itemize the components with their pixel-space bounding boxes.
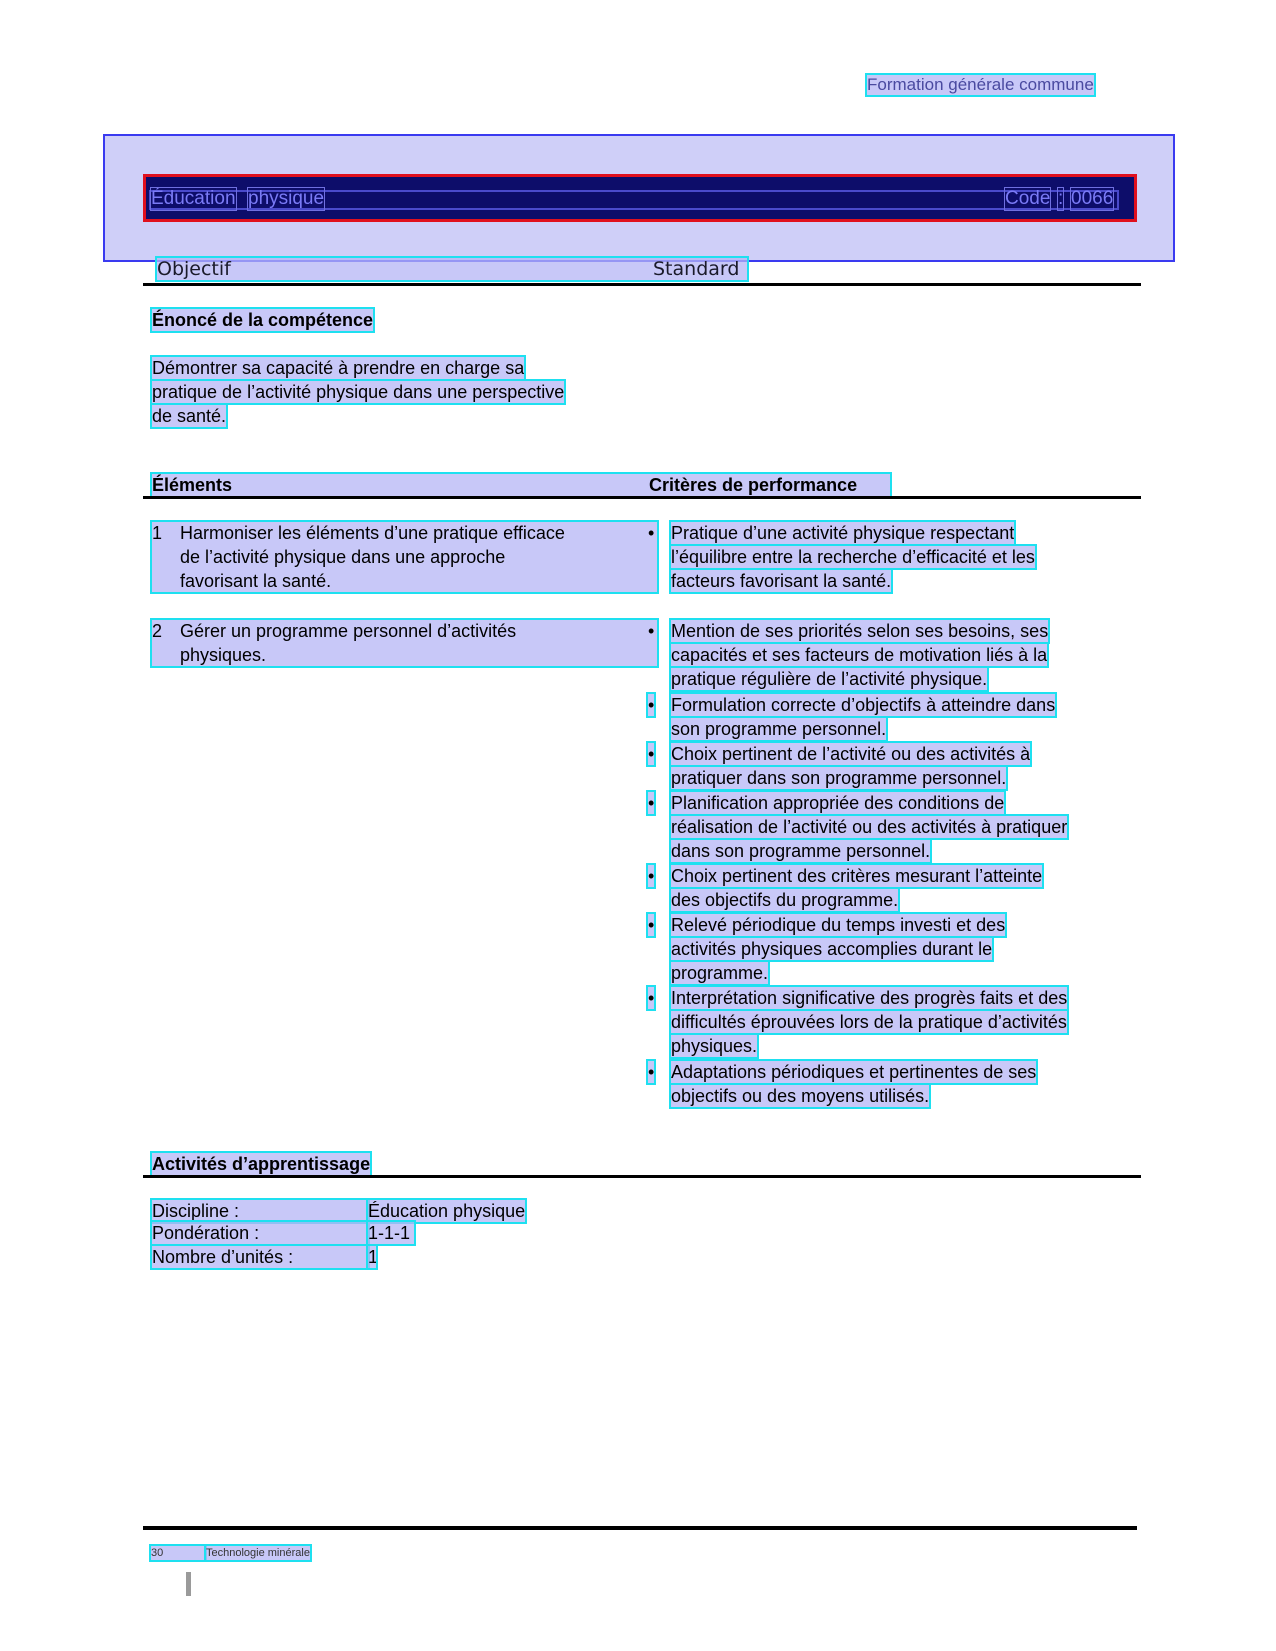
criterion-bullet: • [648,988,655,1008]
criterion-bullet: • [648,915,655,935]
competence-line: de santé. [152,406,227,426]
elements-column-header: Éléments [152,475,233,495]
weighting-value: 1-1-1 [368,1222,414,1244]
section-rule [143,496,1141,499]
competence-line: pratique de l’activité physique dans une perspective [152,382,565,402]
criterion-text: dans son programme personnel. [671,841,931,861]
learning-heading: Activités d’apprentissage [152,1154,371,1174]
criterion-text: programme. [671,963,769,983]
competence-heading: Énoncé de la compétence [152,310,374,330]
competence-line: Démontrer sa capacité à prendre en charge sa [152,358,525,378]
section-rule [143,1175,1141,1178]
criterion-text: pratique régulière de l’activité physique. [671,669,988,689]
criterion-text: physiques. [671,1036,758,1056]
criterion-text: activités physiques accomplies durant le [671,939,993,959]
criterion-text: réalisation de l’activité ou des activités à pratiquer [671,817,1068,837]
discipline-value: Éducation physique [368,1201,526,1221]
criterion-bullet: • [648,695,655,715]
criterion-text: capacités et ses facteurs de motivation liés à la [671,645,1048,665]
running-header: Formation générale commune [867,75,1094,94]
element-text: Harmoniser les éléments d’une pratique efficace [180,523,565,543]
criterion-bullet: • [648,621,655,641]
criterion-text: facteurs favorisant la santé. [671,571,892,591]
element-text: favorisant la santé. [180,571,332,591]
element-text: de l’activité physique dans une approche [180,547,506,567]
criterion-text: Adaptations périodiques et pertinentes de ses [671,1062,1037,1082]
units-label: Nombre d’unités : [152,1246,368,1268]
page-number: 30 [151,1546,205,1560]
margin-marker [186,1572,191,1596]
units-value: 1 [368,1247,379,1267]
objectif-label: Objectif [157,258,231,280]
criterion-text: des objectifs du programme. [671,890,899,910]
criterion-bullet: • [648,1062,655,1082]
element-number: 2 [152,621,163,641]
element-text: physiques. [180,645,267,665]
criterion-text: Mention de ses priorités selon ses besoins, ses [671,621,1049,641]
criterion-text: Choix pertinent de l’activité ou des activités à [671,744,1031,764]
program-name: Technologie minérale [206,1547,310,1559]
code-value: 0066 [1071,188,1114,209]
criterion-text: Formulation correcte d’objectifs à atteindre dans [671,695,1056,715]
criterion-text: Pratique d’une activité physique respectant [671,523,1015,543]
criterion-text: pratiquer dans son programme personnel. [671,768,1007,788]
code-label: Code [1005,188,1051,209]
discipline-label: Discipline : [152,1200,368,1222]
code-separator: : [1058,188,1064,209]
criterion-text: Relevé périodique du temps investi et des [671,915,1006,935]
course-title-word: physique [248,188,325,209]
criterion-text: l’équilibre entre la recherche d’efficacité et les [671,547,1035,567]
criterion-text: objectifs ou des moyens utilisés. [671,1086,930,1106]
section-rule [143,283,1141,286]
course-title-word: Éducation [151,188,236,209]
footer-rule [143,1526,1137,1530]
criterion-text: Planification appropriée des conditions de [671,793,1005,813]
criterion-bullet: • [648,744,655,764]
standard-label: Standard [653,258,740,280]
criterion-text: Interprétation significative des progrès faits et des [671,988,1068,1008]
element-text: Gérer un programme personnel d’activités [180,621,517,641]
criterion-bullet: • [648,523,655,543]
criteria-column-header: Critères de performance [649,475,858,495]
weighting-label: Pondération : [152,1222,368,1244]
criterion-text: difficultés éprouvées lors de la pratique d’activités [671,1012,1067,1032]
criterion-bullet: • [648,793,655,813]
criterion-text: Choix pertinent des critères mesurant l’atteinte [671,866,1043,886]
criterion-text: son programme personnel. [671,719,887,739]
criterion-bullet: • [648,866,655,886]
element-number: 1 [152,523,163,543]
